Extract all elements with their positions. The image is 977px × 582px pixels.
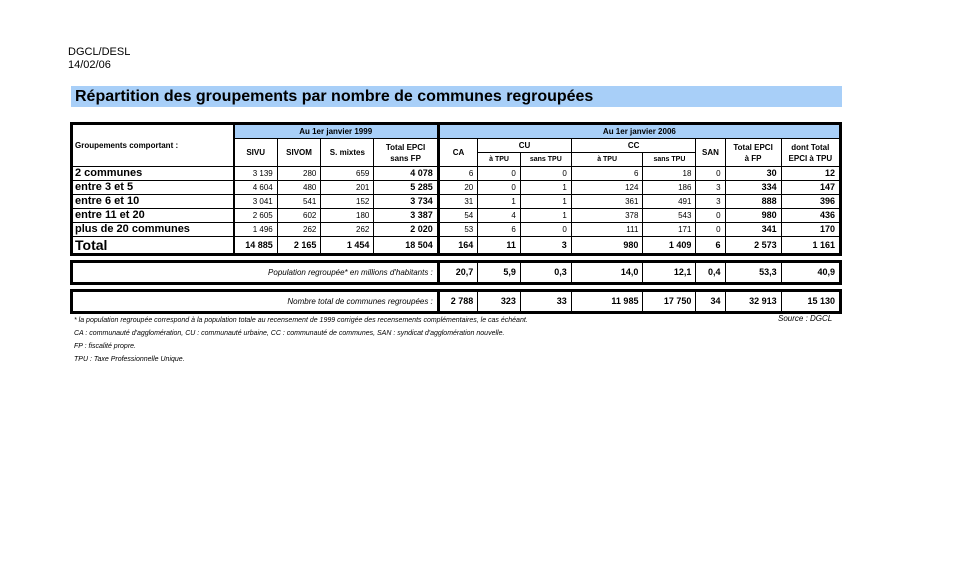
cell-value: 201 bbox=[321, 181, 374, 195]
cell-value: 3 bbox=[520, 237, 571, 255]
footer-label: Nombre total de communes regroupées : bbox=[72, 291, 439, 313]
cell-value: 1 409 bbox=[643, 237, 696, 255]
cell-value: 1 bbox=[520, 209, 571, 223]
cell-value: 0 bbox=[520, 167, 571, 181]
footer-value: 0,4 bbox=[696, 262, 725, 284]
col-smixtes: S. mixtes bbox=[321, 139, 374, 167]
table-row bbox=[72, 195, 841, 209]
table-row bbox=[72, 223, 841, 237]
cell-value: 186 bbox=[643, 181, 696, 195]
population-row bbox=[72, 262, 841, 284]
footer-value: 323 bbox=[478, 291, 521, 313]
footer-value: 40,9 bbox=[781, 262, 840, 284]
cell-value: 0 bbox=[478, 181, 521, 195]
cell-value: 31 bbox=[438, 195, 477, 209]
cell-value: 1 bbox=[520, 195, 571, 209]
cell-value: 6 bbox=[696, 237, 725, 255]
cell-value: 280 bbox=[277, 167, 321, 181]
col-dont-total bbox=[781, 139, 840, 167]
cell-value: 378 bbox=[571, 209, 643, 223]
cell-value: 11 bbox=[478, 237, 521, 255]
footer-label: Population regroupée* en millions d'habitants : bbox=[72, 262, 439, 284]
row-label: plus de 20 communes bbox=[72, 223, 234, 237]
footer-value: 11 985 bbox=[571, 291, 643, 313]
cell-value: 53 bbox=[438, 223, 477, 237]
cell-value: 980 bbox=[571, 237, 643, 255]
note-tpu: TPU : Taxe Professionnelle Unique. bbox=[74, 356, 185, 363]
cell-value: 888 bbox=[725, 195, 781, 209]
cell-value: 180 bbox=[321, 209, 374, 223]
cell-value: 4 078 bbox=[374, 167, 438, 181]
row-label: 2 communes bbox=[72, 167, 234, 181]
col-sivu: SIVU bbox=[234, 139, 278, 167]
date-label: 14/02/06 bbox=[68, 59, 111, 71]
footer-value: 5,9 bbox=[478, 262, 521, 284]
cell-value: 6 bbox=[571, 167, 643, 181]
col-total-epci-fp bbox=[725, 139, 781, 167]
note-abbreviations: CA : communauté d'agglomération, CU : communauté urbaine, CC : communauté de communes, SAN : syndicat d'agglomération nouvelle. bbox=[74, 330, 505, 337]
cell-value: 1 bbox=[478, 195, 521, 209]
footer-value: 32 913 bbox=[725, 291, 781, 313]
org-label: DGCL/DESL bbox=[68, 46, 131, 58]
cell-value: 3 139 bbox=[234, 167, 278, 181]
communes-row bbox=[72, 291, 841, 313]
cell-value: 152 bbox=[321, 195, 374, 209]
cell-value: 0 bbox=[696, 167, 725, 181]
cell-value: 5 285 bbox=[374, 181, 438, 195]
col-total-fp-line2: à FP bbox=[744, 153, 762, 163]
cell-value: 480 bbox=[277, 181, 321, 195]
cell-value: 6 bbox=[438, 167, 477, 181]
total-row bbox=[72, 237, 841, 255]
footer-value: 2 788 bbox=[438, 291, 477, 313]
row-label: Total bbox=[72, 237, 234, 255]
footer-value: 34 bbox=[696, 291, 725, 313]
cell-value: 30 bbox=[725, 167, 781, 181]
footer-value: 53,3 bbox=[725, 262, 781, 284]
cell-value: 341 bbox=[725, 223, 781, 237]
col-sivom: SIVOM bbox=[277, 139, 321, 167]
cell-value: 124 bbox=[571, 181, 643, 195]
table-row bbox=[72, 167, 841, 181]
cell-value: 2 165 bbox=[277, 237, 321, 255]
cell-value: 170 bbox=[781, 223, 840, 237]
col-dont-line2: EPCI à TPU bbox=[788, 153, 833, 163]
cell-value: 171 bbox=[643, 223, 696, 237]
cell-value: 3 041 bbox=[234, 195, 278, 209]
cell-value: 111 bbox=[571, 223, 643, 237]
cell-value: 4 604 bbox=[234, 181, 278, 195]
page-title: Répartition des groupements par nombre de communes regroupées bbox=[71, 86, 842, 107]
cell-value: 54 bbox=[438, 209, 477, 223]
cell-value: 2 020 bbox=[374, 223, 438, 237]
cell-value: 20 bbox=[438, 181, 477, 195]
row-label: entre 11 et 20 bbox=[72, 209, 234, 223]
cell-value: 0 bbox=[696, 223, 725, 237]
cell-value: 18 504 bbox=[374, 237, 438, 255]
cell-value: 1 454 bbox=[321, 237, 374, 255]
cell-value: 3 387 bbox=[374, 209, 438, 223]
col-san: SAN bbox=[696, 139, 725, 167]
footer-value: 14,0 bbox=[571, 262, 643, 284]
footer-value: 20,7 bbox=[438, 262, 477, 284]
col-cu-sanstpu: sans TPU bbox=[520, 153, 571, 167]
note-fp: FP : fiscalité propre. bbox=[74, 343, 136, 350]
footer-value: 33 bbox=[520, 291, 571, 313]
table-row bbox=[72, 209, 841, 223]
cell-value: 602 bbox=[277, 209, 321, 223]
cell-value: 1 bbox=[520, 181, 571, 195]
cell-value: 396 bbox=[781, 195, 840, 209]
cell-value: 1 496 bbox=[234, 223, 278, 237]
group-2006-header: Au 1er janvier 2006 bbox=[438, 124, 840, 139]
cell-value: 334 bbox=[725, 181, 781, 195]
col-total-epci-line2: sans FP bbox=[390, 153, 421, 163]
note-population: * la population regroupée correspond à la population totale au recensement de 1999 corrigée des recensements complémentaires, le cas échéant. bbox=[74, 317, 528, 324]
row-header: Groupements comportant : bbox=[72, 124, 234, 167]
cell-value: 0 bbox=[696, 209, 725, 223]
cell-value: 980 bbox=[725, 209, 781, 223]
col-cc: CC bbox=[571, 139, 696, 153]
cell-value: 659 bbox=[321, 167, 374, 181]
cell-value: 12 bbox=[781, 167, 840, 181]
col-dont-line1: dont Total bbox=[791, 142, 830, 152]
footer-value: 17 750 bbox=[643, 291, 696, 313]
footer-value: 12,1 bbox=[643, 262, 696, 284]
group-1999-header: Au 1er janvier 1999 bbox=[234, 124, 439, 139]
cell-value: 543 bbox=[643, 209, 696, 223]
col-cu: CU bbox=[478, 139, 572, 153]
cell-value: 2 573 bbox=[725, 237, 781, 255]
cell-value: 541 bbox=[277, 195, 321, 209]
cell-value: 2 605 bbox=[234, 209, 278, 223]
row-label: entre 3 et 5 bbox=[72, 181, 234, 195]
cell-value: 361 bbox=[571, 195, 643, 209]
col-cc-atpu: à TPU bbox=[571, 153, 643, 167]
cell-value: 0 bbox=[478, 167, 521, 181]
cell-value: 6 bbox=[478, 223, 521, 237]
data-table bbox=[70, 122, 842, 314]
cell-value: 18 bbox=[643, 167, 696, 181]
cell-value: 3 bbox=[696, 195, 725, 209]
cell-value: 436 bbox=[781, 209, 840, 223]
cell-value: 491 bbox=[643, 195, 696, 209]
cell-value: 3 734 bbox=[374, 195, 438, 209]
col-cc-sanstpu: sans TPU bbox=[643, 153, 696, 167]
cell-value: 14 885 bbox=[234, 237, 278, 255]
cell-value: 0 bbox=[520, 223, 571, 237]
col-total-epci-sans-fp bbox=[374, 139, 438, 167]
footer-value: 15 130 bbox=[781, 291, 840, 313]
col-total-epci-line1: Total EPCI bbox=[385, 142, 426, 152]
footer-value: 0,3 bbox=[520, 262, 571, 284]
source-label: Source : DGCL bbox=[778, 314, 833, 323]
cell-value: 262 bbox=[277, 223, 321, 237]
table-row bbox=[72, 181, 841, 195]
cell-value: 1 161 bbox=[781, 237, 840, 255]
col-ca: CA bbox=[438, 139, 477, 167]
cell-value: 262 bbox=[321, 223, 374, 237]
cell-value: 4 bbox=[478, 209, 521, 223]
cell-value: 164 bbox=[438, 237, 477, 255]
cell-value: 147 bbox=[781, 181, 840, 195]
col-total-fp-line1: Total EPCI bbox=[733, 142, 773, 152]
col-cu-atpu: à TPU bbox=[478, 153, 521, 167]
cell-value: 3 bbox=[696, 181, 725, 195]
row-label: entre 6 et 10 bbox=[72, 195, 234, 209]
